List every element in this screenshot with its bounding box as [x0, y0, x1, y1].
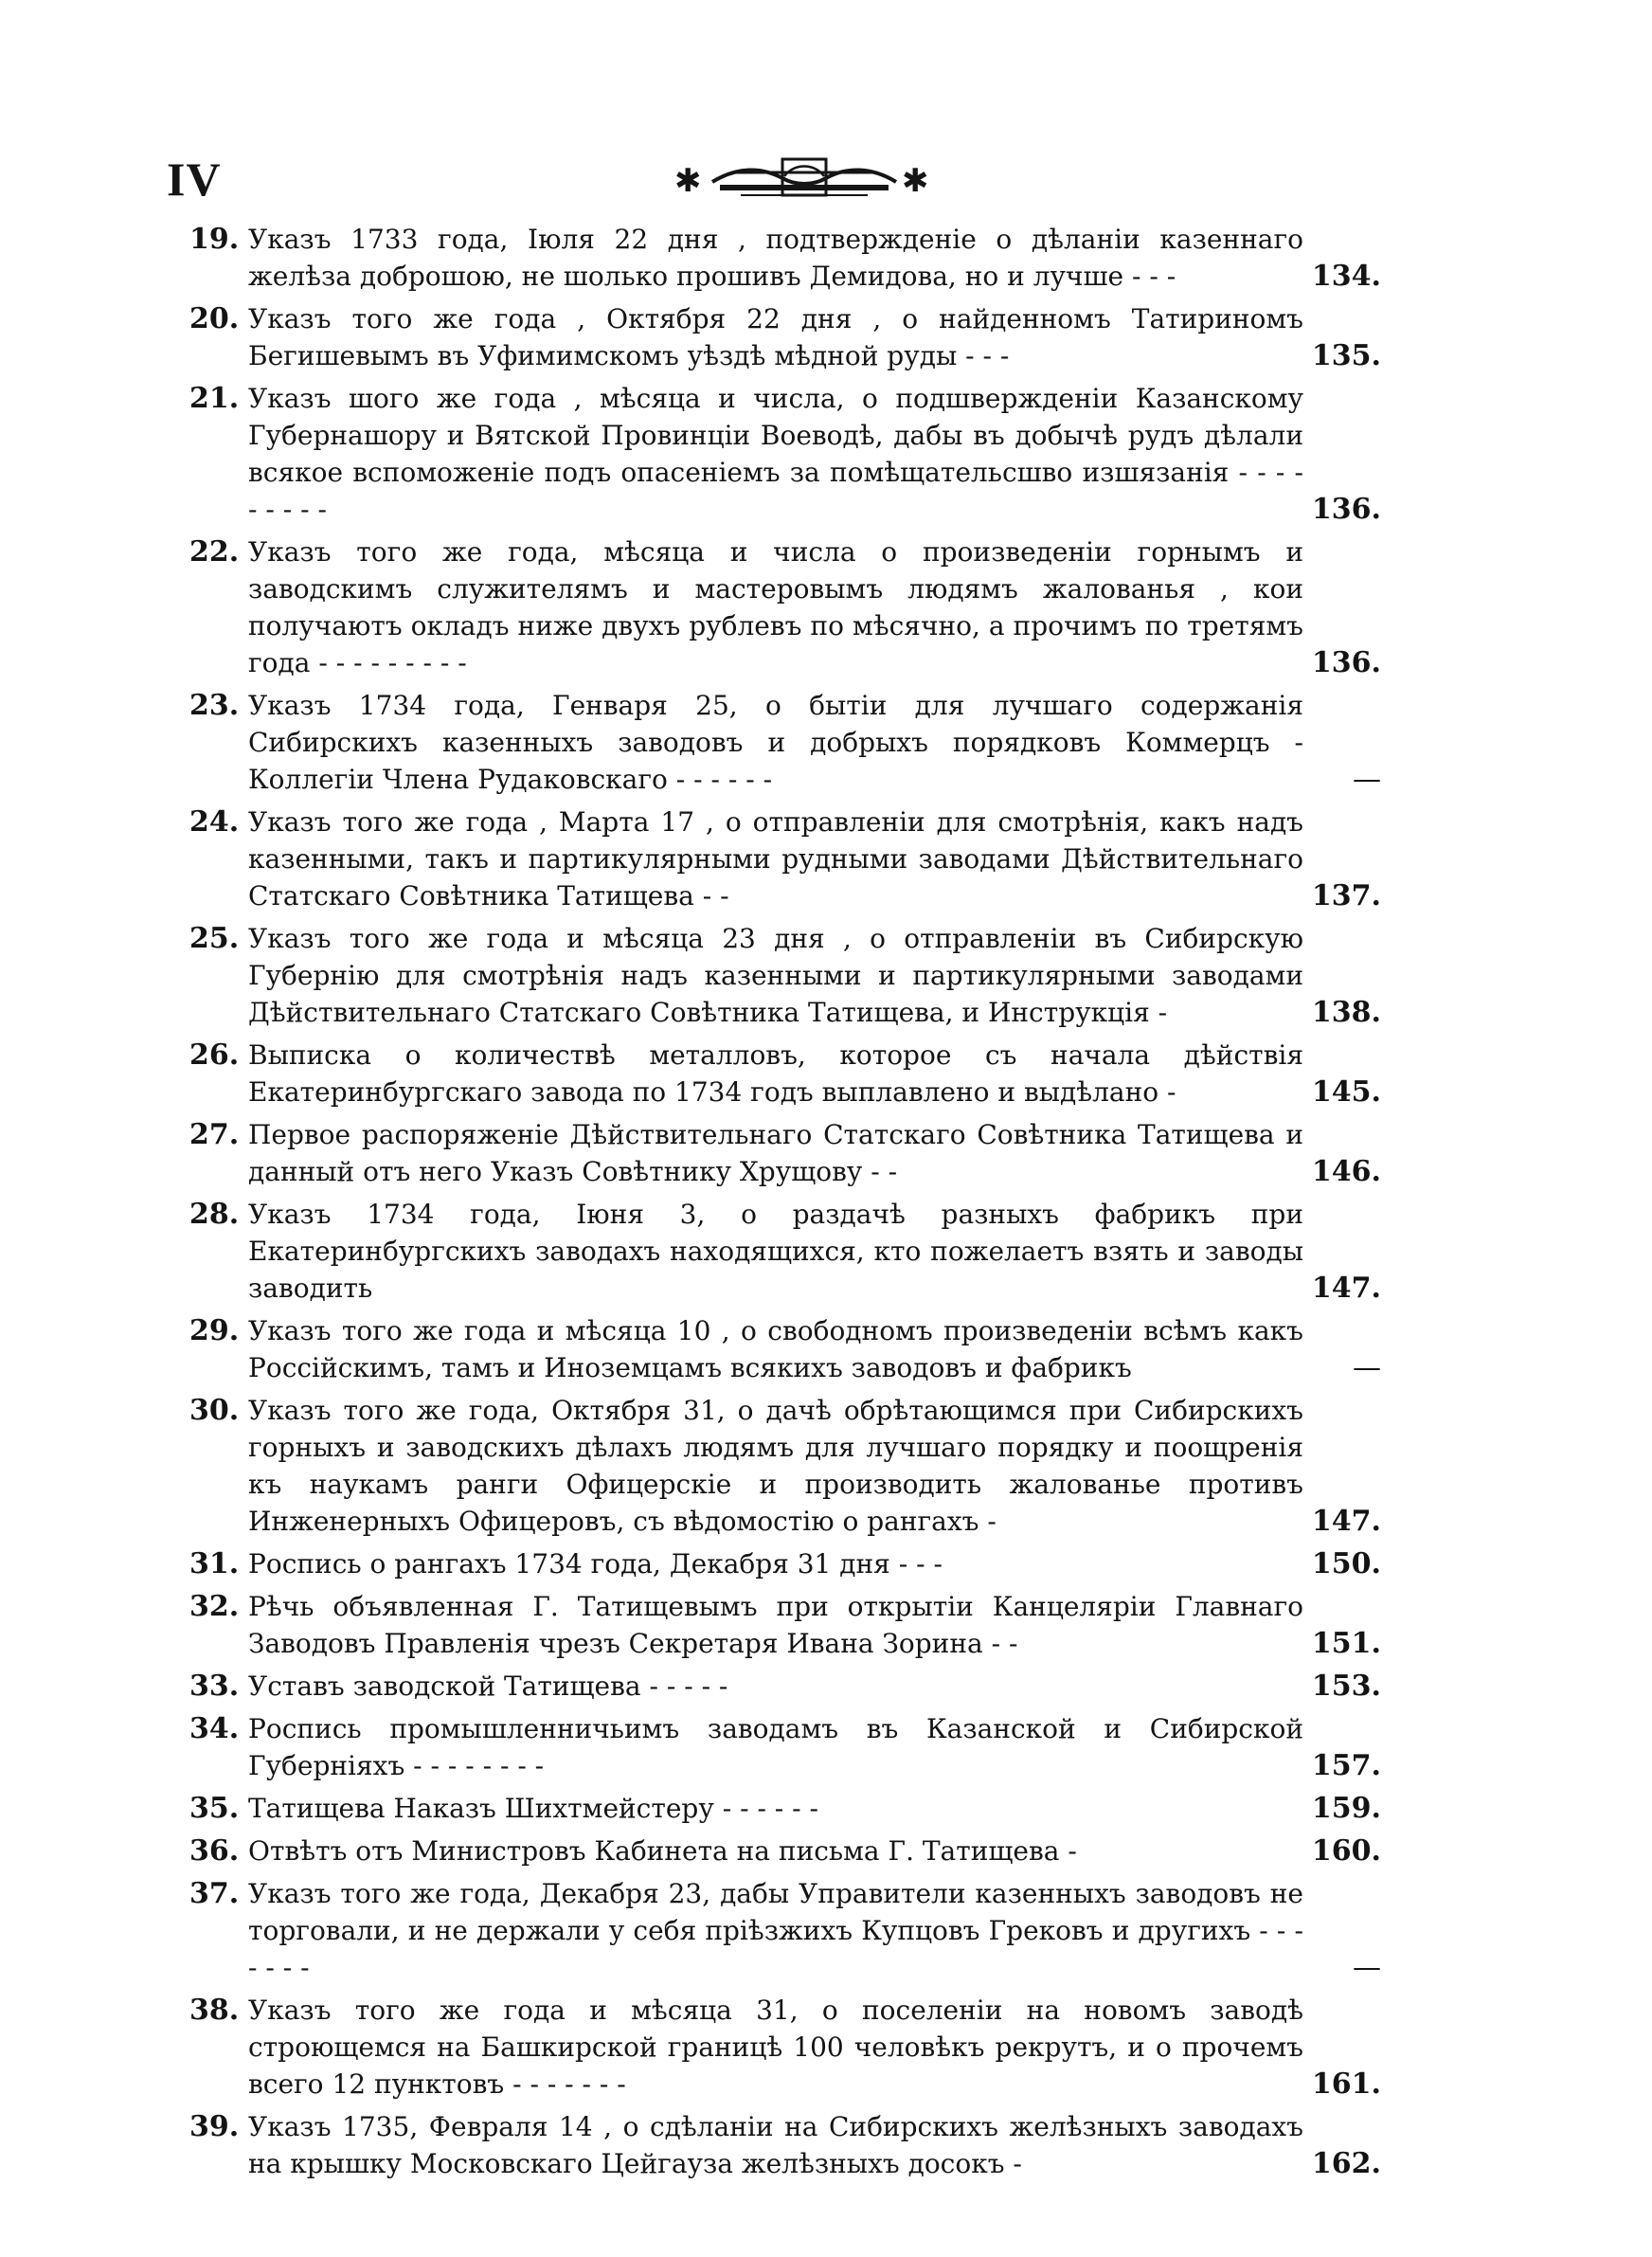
toc-entry [189, 687, 1381, 798]
toc-entry [189, 1037, 1381, 1110]
toc-entry [189, 803, 1381, 914]
toc-entry [189, 533, 1381, 681]
toc-entry [189, 1545, 1381, 1582]
entry-number: 37. [189, 1877, 240, 1910]
entry-number: 28. [189, 1198, 240, 1231]
toc-entry [189, 380, 1381, 528]
entry-number: 24. [189, 805, 240, 839]
entry-number: 35. [189, 1792, 240, 1825]
entry-text: Отвѣтъ отъ Министровъ Кабинета на письма Г. Татищева - [248, 1835, 1077, 1867]
entry-number: 39. [189, 2110, 240, 2143]
toc-entry [189, 1392, 1381, 1540]
entry-page-number: — [1353, 1351, 1381, 1384]
entry-text: Роспись о рангахъ 1734 года, Декабря 31 дня - - - [248, 1548, 943, 1580]
toc-entry [189, 1116, 1381, 1190]
toc-entry [189, 1588, 1381, 1662]
entry-page-number: — [1353, 763, 1381, 796]
toc-entry [189, 1875, 1381, 1986]
toc-entry [189, 920, 1381, 1031]
entry-page-number: 137. [1311, 879, 1381, 912]
entry-page-number: 136. [1311, 646, 1381, 679]
entry-number: 38. [189, 1994, 240, 2027]
entry-page-number: 159. [1311, 1792, 1381, 1825]
entry-number: 27. [189, 1118, 240, 1151]
entry-number: 36. [189, 1834, 240, 1868]
entry-text: Указъ того же года и мѣсяца 31, о поселенiи на новомъ заводѣ строющемся на Башкирской границѣ 100 человѣкъ рекрутъ, и о прочемъ всего 12 пунктовъ - - - - - - - [248, 1995, 1303, 2100]
entry-number: 33. [189, 1670, 240, 1703]
entry-text: Татищева Наказъ Шихтмейстеру - - - - - - [248, 1793, 818, 1824]
entry-number: 25. [189, 922, 240, 955]
entry-number: 31. [189, 1547, 240, 1580]
entry-page-number: 146. [1311, 1155, 1381, 1188]
entry-text: Рѣчь объявленная Г. Татищевымъ при открытiи Канцелярiи Главнаго Заводовъ Правленiя чрезъ Секретаря Ивана Зорина - - [248, 1591, 1303, 1659]
svg-text:✱: ✱ [902, 162, 929, 200]
entry-number: 20. [189, 302, 240, 335]
page-numeral: IV [167, 153, 222, 206]
entry-page-number: 151. [1311, 1627, 1381, 1660]
svg-text:✱: ✱ [674, 162, 702, 200]
entry-number: 29. [189, 1314, 240, 1347]
entry-number: 32. [189, 1590, 240, 1623]
entry-text: Первое распоряженiе Дѣйствительнаго Статскаго Совѣтника Татищева и данный отъ него Указъ Совѣтнику Хрущову - - [248, 1119, 1303, 1187]
entry-page-number: 136. [1311, 493, 1381, 526]
entry-text: Указъ того же года и мѣсяца 10 , о свободномъ произведенiи всѣмъ какъ Россiйскимъ, тамъ и Иноземцамъ всякихъ заводовъ и фабрикъ [248, 1315, 1303, 1383]
entry-text: Указъ шого же года , мѣсяца и числа, о подшвержденiи Казанскому Губернашору и Вятской Провинцiи Воеводѣ, дабы въ добычѣ рудъ дѣлали всякое вспоможенiе подъ опасенiемъ за помѣщательсшво изшязанiя - - - - - - - - - [248, 383, 1303, 525]
entry-number: 34. [189, 1712, 240, 1745]
entry-page-number: 135. [1311, 339, 1381, 372]
entry-text: Указъ того же года , Марта 17 , о отправленiи для смотрѣнiя, какъ надъ казенными, такъ и партикулярными рудными заводами Дѣйствительнаго Статскаго Совѣтника Татищева - - [248, 806, 1303, 912]
entry-page-number: 157. [1311, 1749, 1381, 1782]
toc-entry [189, 2108, 1381, 2182]
entry-page-number: — [1353, 1951, 1381, 1984]
entry-page-number: 160. [1311, 1834, 1381, 1868]
entry-text: Уставъ заводской Татищева - - - - - [248, 1670, 728, 1702]
entry-text: Указъ 1734 года, Генваря 25, о бытiи для лучшаго содержанiя Сибирскихъ казенныхъ заводовъ и добрыхъ порядковъ Коммерцъ - Коллегiи Члена Рудаковскаго - - - - - - [248, 690, 1303, 795]
entry-text: Роспись промышленничьимъ заводамъ въ Казанской и Сибирской Губернiяхъ - - - - - - - - [248, 1713, 1303, 1781]
entry-text: Указъ того же года и мѣсяца 23 дня , о отправленiи въ Сибирскую Губернiю для смотрѣнiя надъ казенными и партикулярными заводами Дѣйствительнаго Статскаго Совѣтника Татищева, и Инструкцiя - [248, 923, 1303, 1028]
toc-entry [189, 1790, 1381, 1827]
header-ornament [671, 150, 938, 208]
entry-text: Указъ того же года, Декабря 23, дабы Управители казенныхъ заводовъ не торговали, и не держали у себя прiѣзжихъ Купцовъ Грековъ и другихъ - - - - - - - [248, 1878, 1303, 1983]
entry-text: Указъ того же года, Октября 31, о дачѣ обрѣтающимся при Сибирскихъ горныхъ и заводскихъ дѣлахъ людямъ для лучшаго порядку и поощренiя къ наукамъ ранги Офицерскiе и производить жалованье противъ Инженерныхъ Офицеровъ, съ вѣдомостiю о рангахъ - [248, 1395, 1303, 1537]
entry-number: 30. [189, 1394, 240, 1427]
toc-entry [189, 221, 1381, 295]
entry-page-number: 138. [1311, 996, 1381, 1029]
entry-number: 22. [189, 535, 240, 569]
entry-page-number: 162. [1311, 2147, 1381, 2180]
entry-page-number: 153. [1311, 1670, 1381, 1703]
toc-entry [189, 1668, 1381, 1705]
entry-text: Указъ 1735, Февраля 14 , о сдѣланiи на Сибирскихъ желѣзныхъ заводахъ на крышку Московскаго Цейгауза желѣзныхъ досокъ - [248, 2111, 1303, 2179]
entry-page-number: 147. [1311, 1272, 1381, 1305]
toc-entry [189, 1312, 1381, 1386]
entry-page-number: 150. [1311, 1547, 1381, 1580]
entry-text: Выписка о количествѣ металловъ, которое съ начала дѣйствiя Екатеринбургскаго завода по 1734 годъ выплавлено и выдѣлано - [248, 1039, 1303, 1108]
toc-entry [189, 1833, 1381, 1869]
toc-entry [189, 1196, 1381, 1307]
entry-text: Указъ 1734 года, Iюня 3, о раздачѣ разныхъ фабрикъ при Екатеринбургскихъ заводахъ находящихся, кто пожелаетъ взять и заводы заводить [248, 1199, 1303, 1304]
entry-page-number: 147. [1311, 1505, 1381, 1538]
entry-number: 23. [189, 689, 240, 722]
toc-entry [189, 1992, 1381, 2103]
toc-entry [189, 300, 1381, 374]
entry-text: Указъ 1733 года, Iюля 22 дня , подтвержденiе о дѣланiи казеннаго желѣза доброшою, не шолько прошивъ Демидова, но и лучше - - - [248, 224, 1303, 292]
entry-page-number: 145. [1311, 1075, 1381, 1109]
entry-page-number: 134. [1311, 260, 1381, 293]
entry-page-number: 161. [1311, 2067, 1381, 2101]
entry-number: 19. [189, 223, 240, 256]
entry-text: Указъ того же года, мѣсяца и числа о произведенiи горнымъ и заводскимъ служителямъ и мастеровымъ людямъ жалованья , кои получаютъ окладъ ниже двухъ рублевъ по мѣсячно, а прочимъ по третямъ года - - - - - - - - - [248, 536, 1303, 678]
entry-text: Указъ того же года , Октября 22 дня , о найденномъ Татириномъ Бегишевымъ въ Уфимимскомъ уѣздѣ мѣдной руды - - - [248, 303, 1303, 371]
entry-number: 21. [189, 382, 240, 415]
toc-entry [189, 1710, 1381, 1784]
table-of-contents [189, 221, 1381, 2188]
entry-number: 26. [189, 1038, 240, 1072]
